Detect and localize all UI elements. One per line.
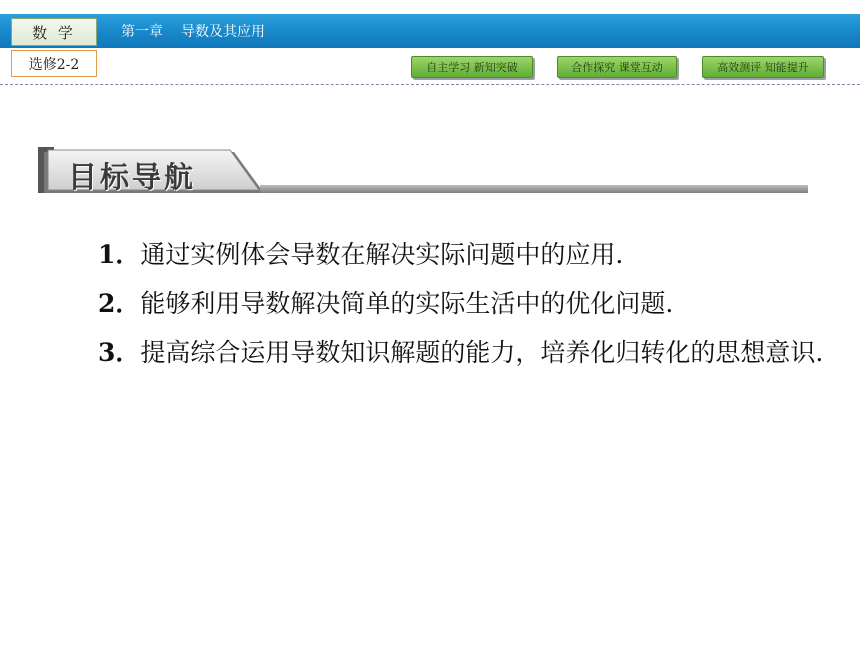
goal-item [40, 328, 830, 377]
goal-text: 能够利用导数解决简单的实际生活中的优化问题. [140, 289, 674, 318]
goal-item [40, 230, 830, 279]
edition-label: 选修2-2 [11, 50, 97, 77]
nav-button-assessment[interactable]: 高效测评 知能提升 [702, 56, 824, 78]
goal-number: 1． [98, 240, 141, 269]
section-title: 目标导航 [68, 160, 197, 194]
subject-label: 数 学 [11, 18, 97, 46]
goals-list [40, 230, 830, 377]
goal-text: 通过实例体会导数在解决实际问题中的应用. [140, 240, 624, 269]
header-divider [0, 84, 860, 85]
goal-number: 2． [98, 289, 141, 318]
section-header [38, 147, 810, 197]
nav-button-cooperative-inquiry[interactable]: 合作探究 课堂互动 [557, 56, 677, 78]
goal-number: 3． [98, 338, 141, 367]
chapter-number: 第一章 [121, 24, 163, 40]
chapter-heading [121, 21, 283, 41]
nav-button-self-study[interactable]: 自主学习 新知突破 [411, 56, 533, 78]
goal-text: 提高综合运用导数知识解题的能力，培养化归转化的思想意识. [140, 338, 824, 367]
goal-item [40, 279, 830, 328]
chapter-title: 导数及其应用 [181, 24, 265, 40]
